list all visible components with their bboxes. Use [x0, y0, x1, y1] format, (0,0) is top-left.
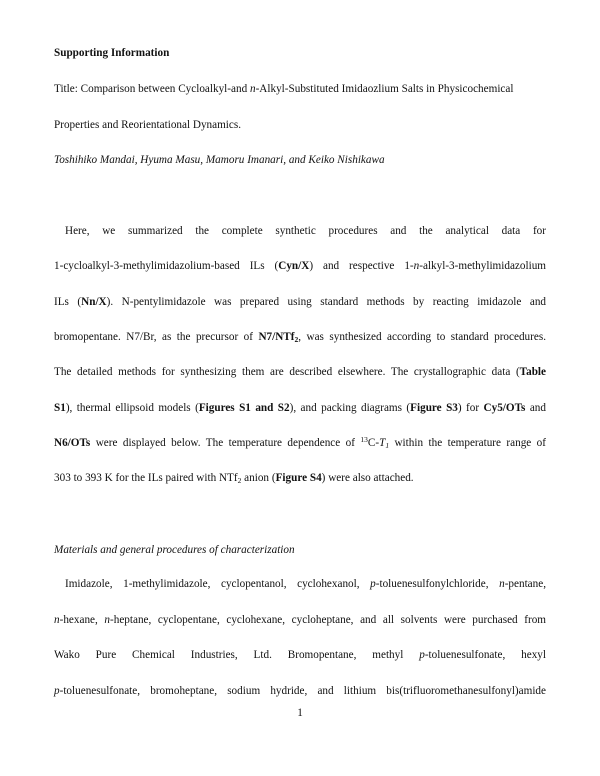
para1-line-4: bromopentane. N7/Br, as the precursor of N7/NTf$_2$, was synthesized according to standard procedures.: [54, 331, 546, 344]
para1-line-5: The detailed methods for synthesizing them are described elsewhere. The crystallographic data (Table: [54, 366, 546, 378]
authors: Toshihiko Mandai, Hyuma Masu, Mamoru Imanari, and Keiko Nishikawa: [54, 154, 385, 166]
paper-title-line-1: Title: Comparison between Cycloalkyl-and n-Alkyl-Substituted Imidaozlium Salts in Physicochemical: [54, 83, 514, 95]
para2-line-3: Wako Pure Chemical Industries, Ltd. Bromopentane, methyl p-toluenesulfonate, hexyl: [54, 649, 546, 661]
supporting-info-heading: Supporting Information: [54, 47, 170, 59]
para1-line-6: S1), thermal ellipsoid models (Figures S1 and S2), and packing diagrams (Figure S3) for Cy5/OTs and: [54, 402, 546, 414]
para1-line-3: ILs (Nn/X). N-pentylimidazole was prepared using standard methods by reacting imidazole and: [54, 296, 547, 308]
section-heading: Materials and general procedures of characterization: [54, 544, 295, 556]
para2-line-2: n-hexane, n-heptane, cyclopentane, cyclohexane, cycloheptane, and all solvents were purchased from: [54, 614, 546, 626]
para1-line-2: 1-cycloalkyl-3-methylimidazolium-based ILs (Cyn/X) and respective 1-n-alkyl-3-methylimidazolium: [54, 260, 546, 272]
para1-line-7: N6/OTs were displayed below. The temperature dependence of $^{13}C-T_1$ within the temperature range of: [54, 435, 547, 450]
para1-line-8: 303 to 393 K for the ILs paired with NTf$_2$ anion (Figure S4) were also attached.: [54, 472, 414, 485]
paper-title-line-2: Properties and Reorientational Dynamics.: [54, 119, 242, 131]
para2-line-4: p-toluenesulfonate, bromoheptane, sodium hydride, and lithium bis(trifluoromethanesulfonyl)amide: [54, 685, 546, 697]
para2-line-1: Imidazole, 1-methylimidazole, cyclopentanol, cyclohexanol, p-toluenesulfonylchloride, n-pentane,: [65, 578, 546, 590]
para1-line-1: Here, we summarized the complete synthetic procedures and the analytical data for: [65, 225, 546, 237]
page-number: 1: [297, 707, 303, 719]
